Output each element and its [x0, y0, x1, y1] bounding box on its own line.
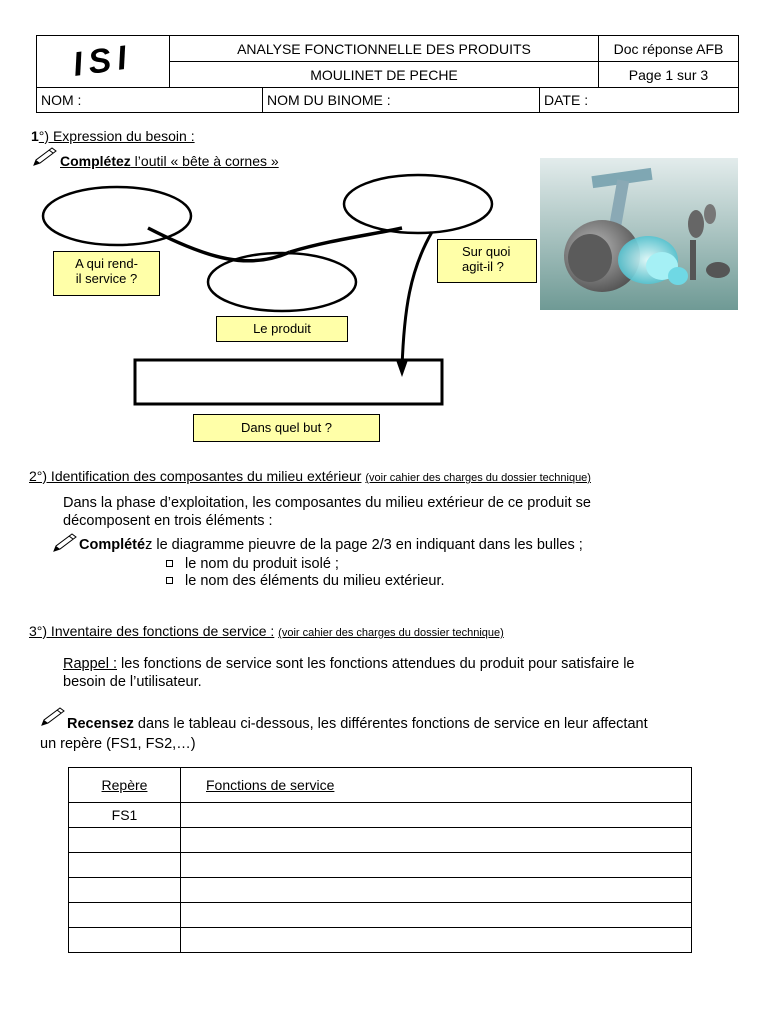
list-item: le nom des éléments du milieu extérieur. [166, 573, 445, 590]
fonction-cell[interactable] [181, 928, 692, 953]
section2-title: 2°) Identification des composantes du milieu extérieur (voir cahier des charges du dossier technique) [29, 468, 591, 484]
table-row [69, 828, 692, 853]
section3-title: 3°) Inventaire des fonctions de service : (voir cahier des charges du dossier technique) [29, 623, 504, 639]
repere-cell[interactable] [69, 878, 181, 903]
table-row [69, 928, 692, 953]
section1-instruction: Complétez l’outil « bête à cornes » [60, 153, 279, 169]
fonction-cell[interactable] [181, 803, 692, 828]
repere-cell[interactable] [69, 903, 181, 928]
matter-ellipse [344, 175, 492, 233]
product-ellipse [208, 253, 356, 311]
pencil-icon [52, 532, 78, 554]
doc-reference: Doc réponse AFB [599, 36, 738, 62]
fonction-cell[interactable] [181, 828, 692, 853]
table-row [69, 803, 692, 828]
bullet-square-icon [166, 577, 173, 584]
repere-cell[interactable] [69, 828, 181, 853]
fonctions-service-table [68, 767, 692, 953]
doc-title: ANALYSE FONCTIONNELLE DES PRODUITS [170, 36, 599, 62]
section2-paragraph: Dans la phase d’exploitation, les composantes du milieu extérieur de ce produit se décomposent en trois éléments : [63, 495, 591, 529]
fonction-cell[interactable] [181, 878, 692, 903]
column-header: Fonctions de service [181, 768, 692, 803]
isi-logo: ISI [70, 38, 136, 84]
purpose-box [135, 360, 442, 404]
table-header-row [69, 768, 692, 803]
page-number: Page 1 sur 3 [599, 62, 738, 88]
produit-label: Le produit [216, 316, 348, 342]
section2-instruction: Complétéz le diagramme pieuvre de la page 2/3 en indiquant dans les bulles ; [79, 537, 583, 553]
column-header: Repère [69, 768, 181, 803]
logo-cell [37, 36, 170, 88]
doc-subtitle: MOULINET DE PECHE [170, 62, 599, 88]
fishing-reel-image [540, 158, 738, 310]
table-row [69, 853, 692, 878]
question-agit-box: Sur quoi agit-il ? [437, 239, 537, 283]
but-label: Dans quel but ? [193, 414, 380, 442]
left-horn [148, 228, 290, 261]
right-horn [290, 228, 402, 252]
question-service-box: A qui rend- il service ? [53, 251, 160, 296]
nom-field[interactable]: NOM : [37, 88, 263, 112]
binome-field[interactable]: NOM DU BINOME : [263, 88, 540, 112]
header-table [36, 35, 739, 113]
arrow-head [396, 360, 408, 377]
repere-cell[interactable] [69, 853, 181, 878]
list-item: le nom du produit isolé ; [166, 556, 445, 573]
fonction-cell[interactable] [181, 903, 692, 928]
table-row [69, 903, 692, 928]
section1-title: 1°) Expression du besoin : [31, 128, 195, 144]
rappel-paragraph: Rappel : les fonctions de service sont les fonctions attendues du produit pour satisfaire le besoin de l’utilisateur. [63, 656, 635, 690]
repere-cell[interactable] [69, 928, 181, 953]
purpose-arrow [402, 232, 432, 368]
section2-bullet-list [166, 556, 445, 590]
table-row [69, 878, 692, 903]
fonction-cell[interactable] [181, 853, 692, 878]
section3-instruction: Recensez dans le tableau ci-dessous, les différentes fonctions de service en leur affectant un repère (FS1, FS2,…) [40, 716, 648, 752]
pencil-icon [32, 146, 58, 168]
date-field[interactable]: DATE : [544, 92, 589, 108]
repere-cell[interactable]: FS1 [69, 803, 181, 828]
bullet-square-icon [166, 560, 173, 567]
